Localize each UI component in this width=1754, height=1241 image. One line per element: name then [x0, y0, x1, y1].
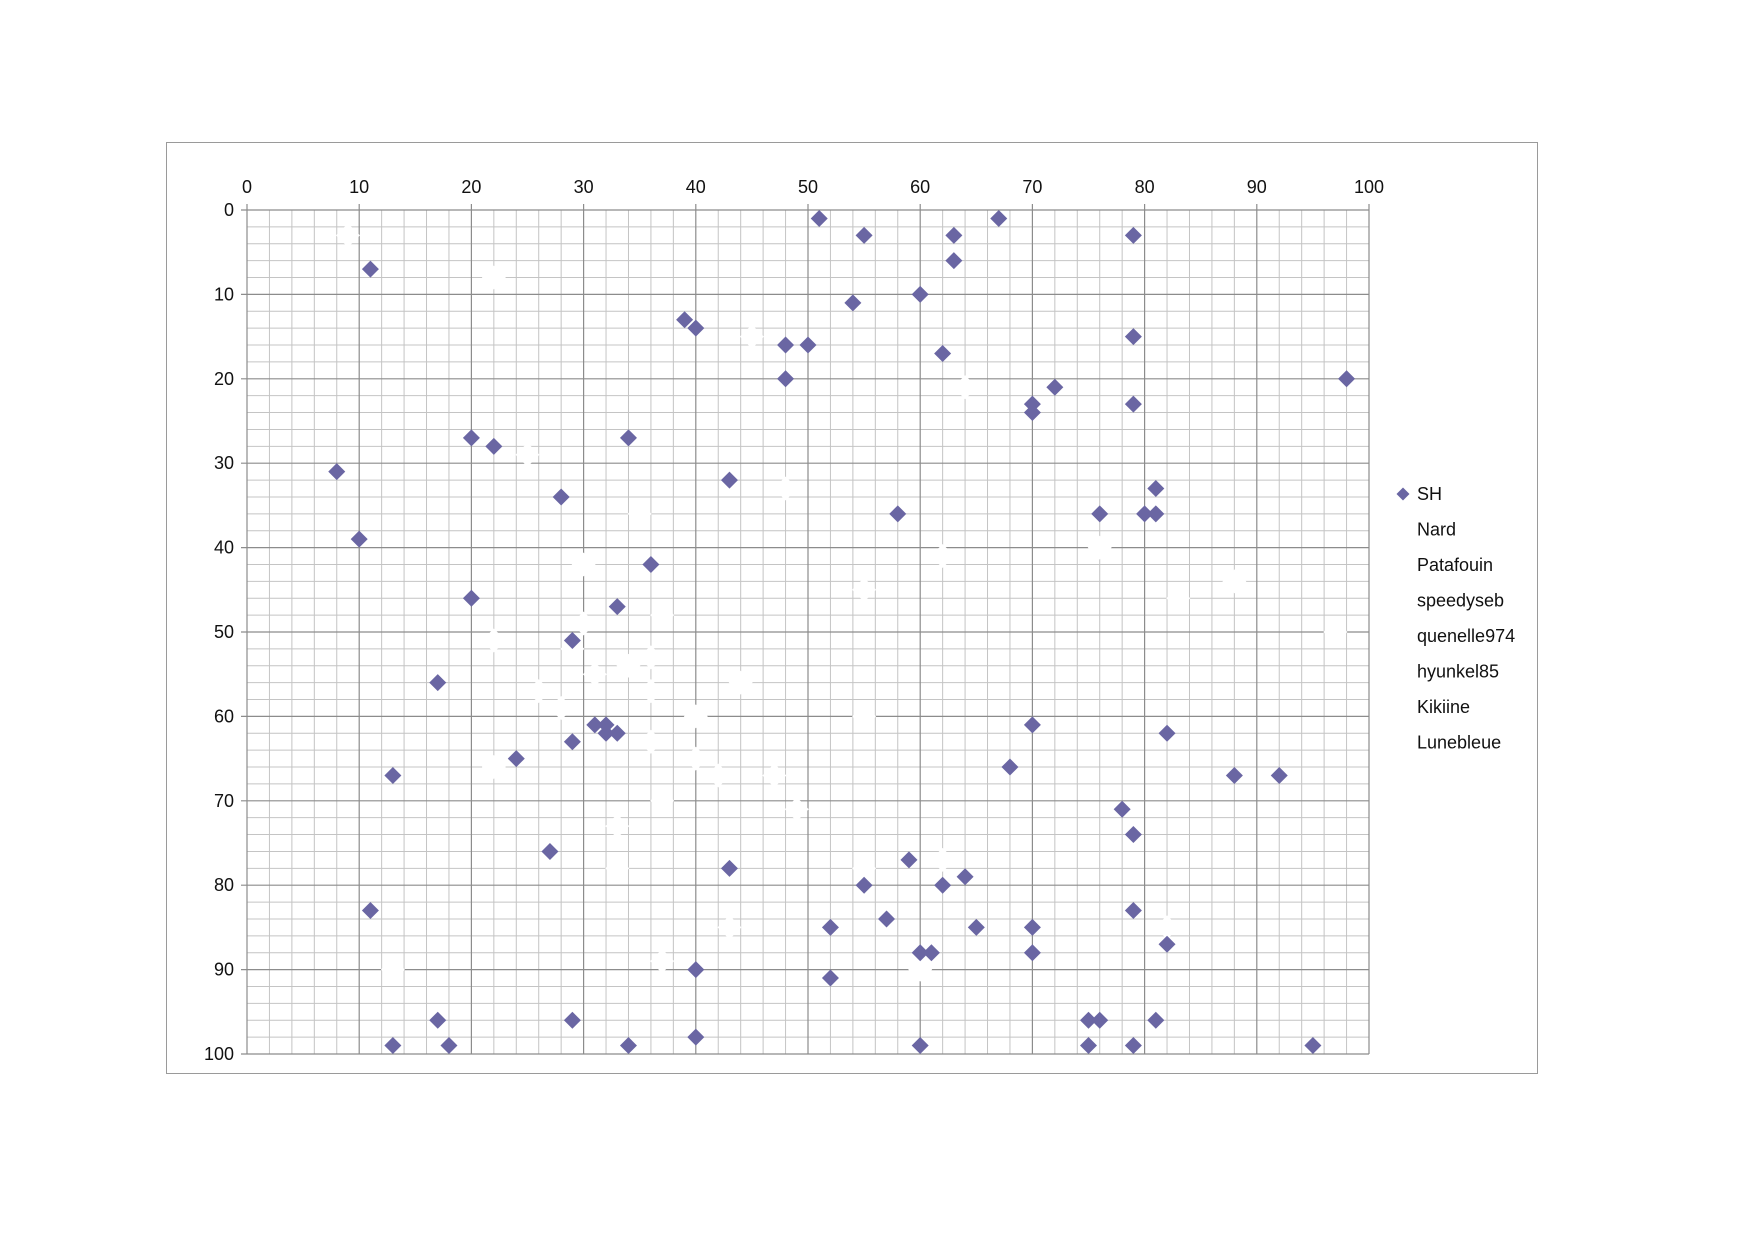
x-tick-label: 60	[910, 177, 931, 197]
y-tick-label: 20	[213, 368, 234, 389]
x-tick-label: 20	[461, 177, 482, 197]
x-tick-label: 30	[573, 177, 594, 197]
y-tick-label: 40	[213, 537, 234, 558]
legend-marker	[1397, 488, 1410, 501]
legend-label: hyunkel85	[1417, 661, 1500, 682]
legend-item-lunebleue	[1397, 733, 1502, 753]
x-tick-label: 90	[1246, 177, 1267, 197]
x-tick-label: 40	[685, 177, 706, 197]
legend-marker	[1397, 665, 1410, 678]
x-tick-label: 100	[1353, 177, 1385, 197]
x-tick-label: 0	[241, 177, 253, 197]
legend-label: Patafouin	[1417, 555, 1494, 575]
y-tick-label: 0	[223, 200, 234, 220]
y-tick-label: 100	[203, 1044, 234, 1064]
legend-label: Nard	[1417, 519, 1457, 540]
legend-marker	[1397, 523, 1410, 536]
legend-marker	[1397, 701, 1410, 714]
x-tick-label: 80	[1134, 177, 1155, 197]
y-tick-label: 10	[213, 284, 234, 305]
y-tick-label: 90	[213, 959, 234, 980]
y-tick-label: 50	[213, 622, 234, 642]
y-tick-label: 70	[213, 790, 234, 811]
legend-marker	[1397, 630, 1410, 643]
legend-label: Lunebleue	[1417, 732, 1502, 753]
legend-item-nard	[1397, 520, 1457, 540]
legend-label: quenelle974	[1417, 626, 1516, 646]
legend-item-speedyseb	[1397, 591, 1505, 611]
legend-item-sh	[1397, 484, 1443, 504]
legend-item-hyunkel85	[1397, 662, 1500, 682]
y-tick-label: 80	[213, 875, 234, 896]
y-axis-tick-labels	[204, 200, 234, 1064]
legend-marker	[1397, 559, 1410, 572]
legend-label: SH	[1417, 484, 1443, 504]
legend-item-kikiine	[1397, 697, 1471, 717]
y-tick-label: 60	[213, 706, 234, 727]
x-tick-label: 10	[349, 177, 370, 197]
legend	[1397, 484, 1516, 753]
x-tick-label: 50	[797, 177, 819, 197]
y-tick-label: 30	[213, 453, 234, 474]
legend-marker	[1397, 736, 1410, 749]
x-axis-tick-labels	[242, 177, 1384, 197]
legend-item-quenelle974	[1397, 626, 1516, 646]
legend-marker	[1397, 594, 1410, 607]
legend-label: Kikiine	[1417, 697, 1471, 717]
legend-item-patafouin	[1397, 555, 1494, 575]
legend-label: speedyseb	[1417, 590, 1505, 611]
x-tick-label: 70	[1022, 177, 1043, 197]
